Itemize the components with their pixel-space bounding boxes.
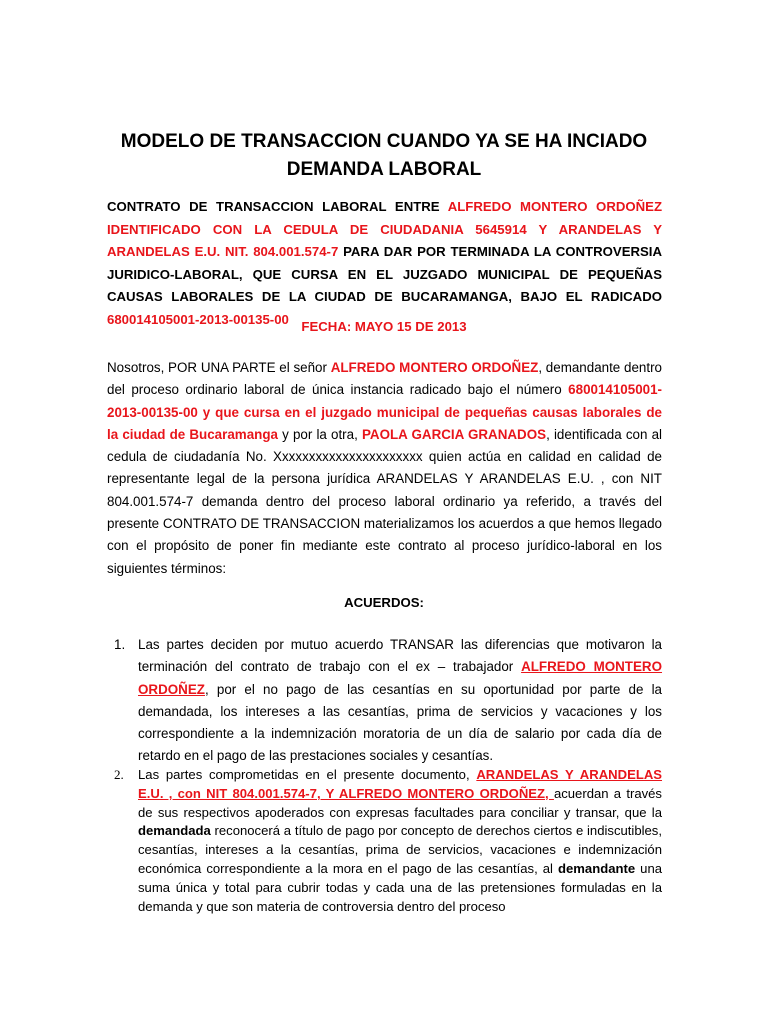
body-claimant-name: ALFREDO MONTERO ORDOÑEZ (330, 360, 539, 375)
agreement-item (114, 634, 663, 768)
item-text-3: reconocerá a título de pago por concepto de derechos ciertos e indiscutibles, cesantías, intereses a la cesantías, prima de servicios, vacaciones e indemnización económica correspondiente a la mora en el pago de las cesantías, al (138, 823, 662, 876)
item-number: 1. (114, 637, 126, 652)
document-title (100, 128, 668, 184)
body-text-1: Nosotros, POR UNA PARTE el señor (107, 360, 331, 375)
acuerdos-heading: ACUERDOS: (344, 595, 424, 610)
intro-text-1: CONTRATO DE TRANSACCION LABORAL ENTRE (107, 199, 448, 214)
item-text-2: acuerdan a través de sus respectivos apoderados con expresas facultades para conciliar y transar, que la (138, 785, 662, 820)
body-representative-name: PAOLA GARCIA GRANADOS (361, 426, 547, 442)
body-radicado-highlight: 680014105001-2013-00135-00 y que cursa en el juzgado municipal de pequeñas causas laborales de la ciudad de Bucaramanga (107, 382, 662, 442)
item-text-4: una suma única y total para cubrir todas y cada una de las pretensiones formuladas en la demanda y que son materia de controversia dentro del proceso (138, 860, 663, 914)
contract-intro-paragraph (107, 196, 662, 331)
item-demandante: demandante (558, 860, 636, 876)
body-text-3: y por la otra, (277, 426, 362, 442)
title-line-2: DEMANDA LABORAL (286, 159, 482, 180)
document-date: FECHA: MAYO 15 DE 2013 (301, 319, 467, 334)
item-claimant-name: ALFREDO MONTERO ORDOÑEZ (138, 659, 663, 697)
item-demandada: demandada (138, 823, 211, 839)
body-text-2: , demandante dentro del proceso ordinario laboral de única instancia radicado bajo el número (107, 360, 662, 398)
item-number: 2. (114, 767, 124, 782)
item-text-1: Las partes comprometidas en el presente documento, (138, 767, 477, 782)
intro-parties-highlight: ALFREDO MONTERO ORDOÑEZ IDENTIFICADO CON LA CEDULA DE CIUDADANIA 5645914 Y ARANDELAS Y ARANDELAS E.U. NIT. 804.001.574-7 (107, 199, 662, 259)
intro-text-2: PARA DAR POR TERMINADA LA CONTROVERSIA JURIDICO-LABORAL, QUE CURSA EN EL JUZGADO MUNICIPAL DE PEQUEÑAS CAUSAS LABORALES DE LA CIUDAD DE BUCARAMANGA, BAJO EL RADICADO (107, 244, 662, 304)
intro-radicado-highlight: 680014105001-2013-00135-00 (107, 311, 289, 327)
body-paragraph (107, 357, 662, 580)
agreement-item (114, 766, 663, 916)
item-text-2: , por el no pago de las cesantías en su oportunidad por parte de la demandada, los intereses a las cesantías, prima de servicios y vacaciones y los correspondiente a la indemnización moratoria de un día de salario por cada día de retardo en el pago de las prestaciones sociales y cesantías. (138, 681, 662, 764)
body-text-4: , identificada con al cedula de ciudadanía No. Xxxxxxxxxxxxxxxxxxxxxx quien actúa en calidad en calidad de representante legal de la persona jurídica ARANDELAS Y ARANDELAS E.U. , con NIT 804.001.574-7 demanda dentro del proceso laboral ordinario ya referido, a través del presente CONTRATO DE TRANSACCION materializamos los acuerdos a que hemos llegado con el propósito de poner fin mediante este contrato al proceso jurídico-laboral en los siguientes términos: (107, 426, 662, 576)
item-text-1: Las partes deciden por mutuo acuerdo TRANSAR las diferencias que motivaron la terminación del contrato de trabajo con el ex – trabajador (138, 637, 662, 675)
item-parties-highlight: ARANDELAS Y ARANDELAS E.U. , con NIT 804.001.574-7, Y ALFREDO MONTERO ORDOÑEZ, (138, 767, 663, 801)
title-line-1: MODELO DE TRANSACCION CUANDO YA SE HA INCIADO (120, 131, 648, 152)
